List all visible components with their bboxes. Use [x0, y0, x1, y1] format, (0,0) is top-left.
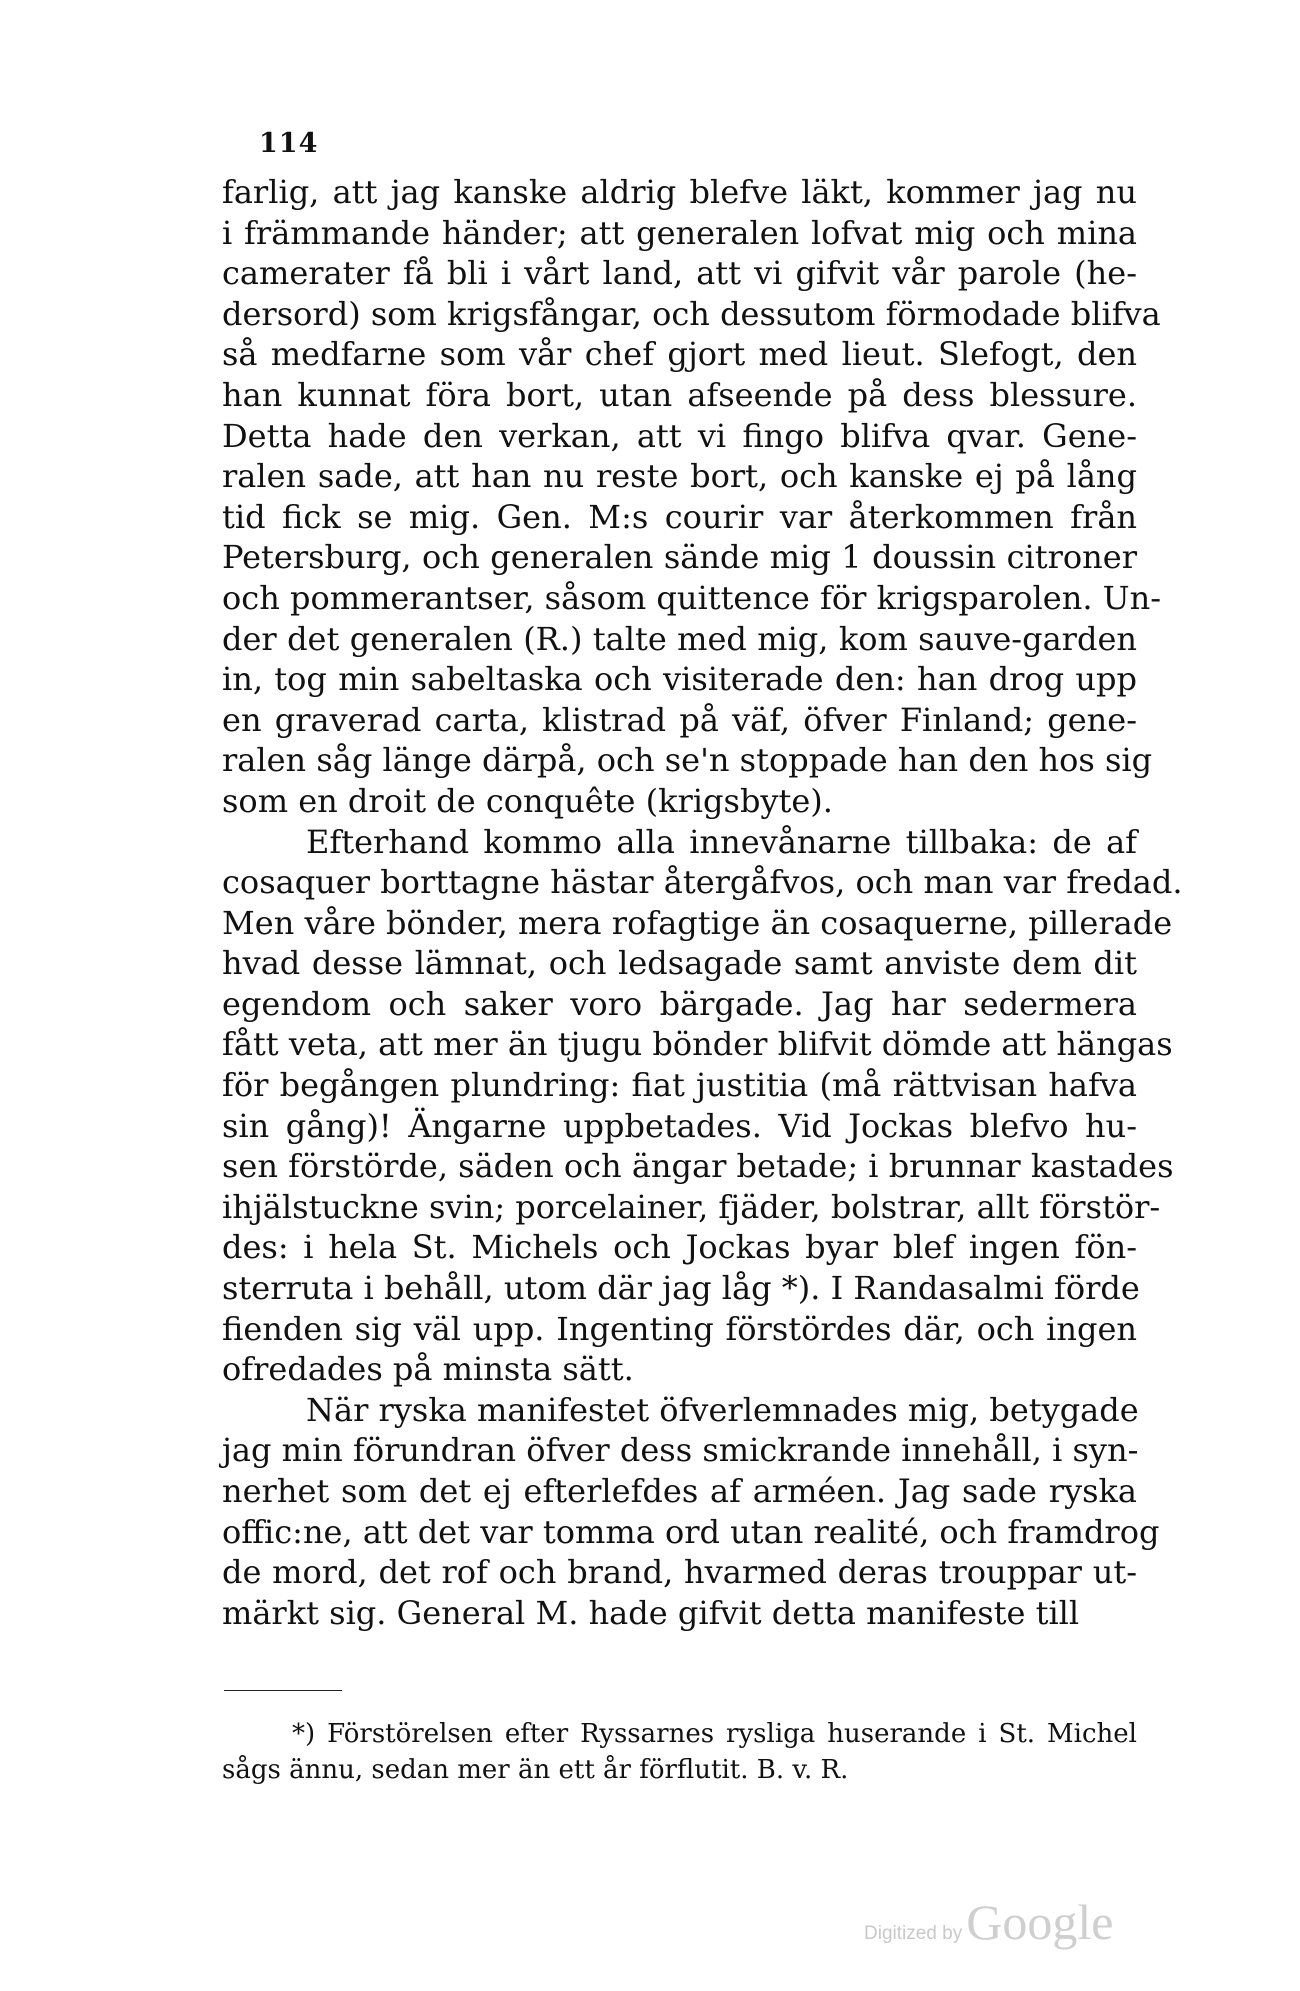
text-line: han kunnat föra bort, utan afseende på dess blessure.: [222, 375, 1137, 414]
watermark-prefix: Digitized by: [864, 1923, 963, 1944]
text-line: fått veta, att mer än tjugu bönder blifvit dömde att hängas: [222, 1025, 1173, 1064]
text-line: så medfarne som vår chef gjort med lieut. Slefogt, den: [222, 335, 1137, 374]
page-number: 114: [259, 128, 319, 159]
text-line: hvad desse lämnat, och ledsagade samt anviste dem dit: [222, 944, 1137, 983]
body-text: [222, 172, 1183, 1633]
text-line: dersord) som krigsfångar, och dessutom förmodade blifva: [222, 294, 1161, 333]
text-line: ralen sade, att han nu reste bort, och kanske ej på lång: [222, 457, 1137, 496]
text-line: för begången plundring: fiat justitia (må rättvisan hafva: [222, 1066, 1137, 1105]
footnotes: [222, 1716, 1137, 1788]
text-line: nerhet som det ej efterlefdes af arméen. Jag sade ryska: [222, 1472, 1137, 1510]
text-line: camerater få bli i vårt land, att vi gifvit vår parole (he-: [222, 254, 1137, 293]
text-line: sin gång)! Ängarne uppbetades. Vid Jockas blefvo hu-: [222, 1106, 1137, 1145]
text-line: När ryska manifestet öfverlemnades mig, betygade: [306, 1390, 1139, 1429]
digitized-watermark: [864, 1893, 1113, 1951]
text-line: som en droit de conquête (krigsbyte).: [222, 781, 833, 820]
text-line: en graverad carta, klistrad på väf, öfver Finland; gene-: [222, 700, 1137, 739]
text-line: i främmande händer; att generalen lofvat mig och mina: [222, 213, 1137, 252]
text-line: fienden sig väl upp. Ingenting förstördes där, och ingen: [222, 1309, 1137, 1348]
text-line: Detta hade den verkan, att vi fingo blifva qvar. Gene-: [222, 416, 1137, 455]
text-line: ihjälstuckne svin; porcelainer, fjäder, bolstrar, allt förstör-: [222, 1187, 1161, 1226]
text-line: Efterhand kommo alla innevånarne tillbaka: de af: [306, 822, 1137, 861]
footnote-line: *) Förstörelsen efter Ryssarnes rysliga huserande i St. Michel: [292, 1719, 1137, 1749]
text-line: farlig, att jag kanske aldrig blefve läkt, kommer jag nu: [222, 173, 1137, 211]
text-line: ralen såg länge därpå, och se'n stoppade han den hos sig: [222, 741, 1153, 780]
text-line: offic:ne, att det var tomma ord utan realité, och framdrog: [222, 1512, 1160, 1551]
text-line: och pommerantser, såsom quittence för krigsparolen. Un-: [222, 578, 1162, 617]
google-logo: Google: [966, 1894, 1114, 1950]
footnote-rule: [224, 1690, 342, 1691]
text-line: märkt sig. General M. hade gifvit detta manifeste till: [222, 1593, 1080, 1632]
text-line: der det generalen (R.) talte med mig, kom sauve-garden: [222, 619, 1137, 658]
text-line: ofredades på minsta sätt.: [222, 1350, 634, 1389]
text-line: jag min förundran öfver dess smickrande innehåll, i syn-: [222, 1431, 1139, 1470]
text-line: Petersburg, och generalen sände mig 1 doussin citroner: [222, 538, 1137, 577]
text-line: de mord, det rof och brand, hvarmed deras trouppar ut-: [222, 1553, 1137, 1592]
text-line: egendom och saker voro bärgade. Jag har sedermera: [222, 984, 1137, 1023]
footnote-line: sågs ännu, sedan mer än ett år förflutit. B. v. R.: [222, 1755, 849, 1785]
text-line: Men våre bönder, mera rofagtige än cosaquerne, pillerade: [222, 903, 1173, 942]
text-line: cosaquer borttagne hästar återgåfvos, och man var fredad.: [222, 863, 1183, 902]
text-line: des: i hela St. Michels och Jockas byar blef ingen fön-: [222, 1228, 1137, 1267]
text-line: sterruta i behåll, utom där jag låg *). I Randasalmi förde: [222, 1269, 1140, 1308]
text-line: in, tog min sabeltaska och visiterade den: han drog upp: [222, 660, 1137, 699]
text-line: sen förstörde, säden och ängar betade; i brunnar kastades: [222, 1147, 1174, 1186]
text-line: tid fick se mig. Gen. M:s courir var återkommen från: [222, 497, 1137, 536]
